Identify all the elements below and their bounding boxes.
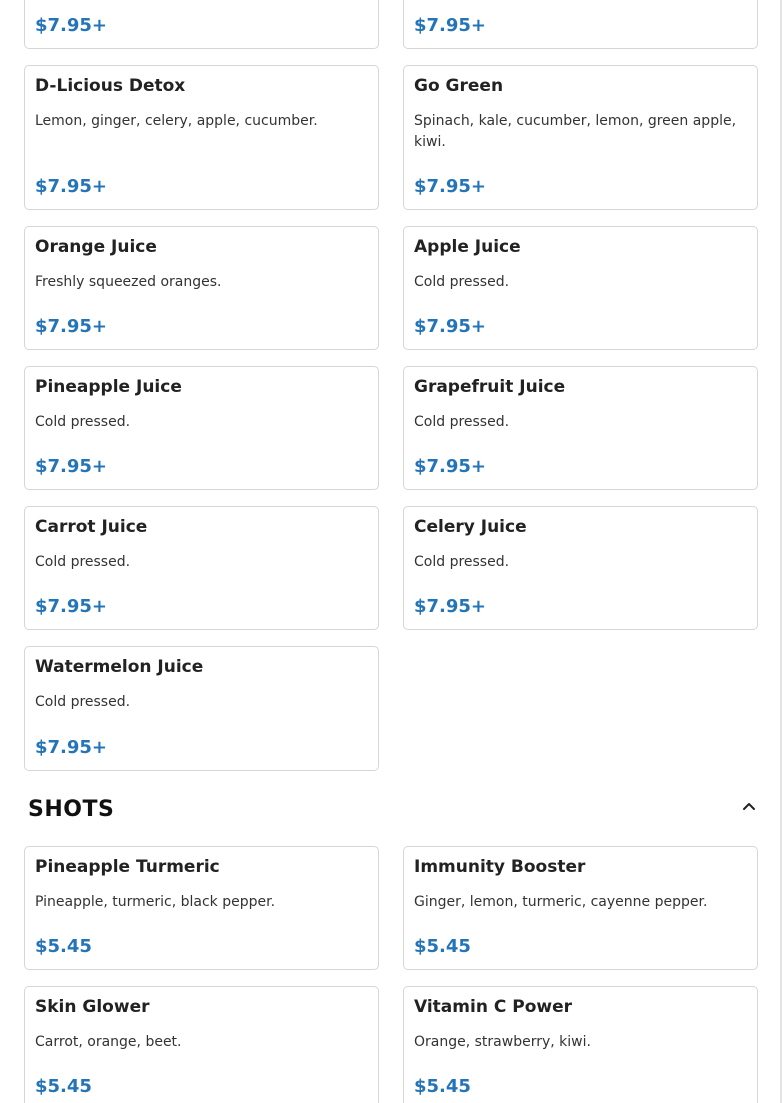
menu-item-card[interactable]: [403, 846, 758, 970]
item-name: Go Green: [414, 76, 504, 96]
item-price: $7.95+: [35, 316, 108, 337]
item-price: $7.95+: [414, 176, 487, 197]
item-description: Cold pressed.: [414, 274, 510, 290]
item-price: $7.95+: [35, 456, 108, 477]
item-price: $5.45: [414, 1076, 471, 1097]
item-name: D-Licious Detox: [35, 76, 186, 96]
menu-item-card[interactable]: [403, 366, 758, 490]
item-price: $7.95+: [414, 456, 487, 477]
item-price: $5.45: [35, 936, 92, 957]
item-description: Cold pressed.: [414, 414, 510, 430]
item-price: $5.45: [35, 1076, 92, 1097]
item-name: Grapefruit Juice: [414, 377, 566, 397]
item-price: $7.95+: [414, 596, 487, 617]
item-name: Watermelon Juice: [35, 657, 204, 677]
item-name: Celery Juice: [414, 517, 527, 537]
item-description: Pineapple, turmeric, black pepper.: [35, 894, 276, 910]
item-description: Spinach, kale, cucumber, lemon, green apple, kiwi.: [414, 113, 737, 150]
item-name: Pineapple Turmeric: [35, 857, 220, 877]
item-name: Pineapple Juice: [35, 377, 182, 397]
item-name: Immunity Booster: [414, 857, 586, 877]
menu-item-card[interactable]: [24, 646, 379, 771]
item-price: $5.45: [414, 936, 471, 957]
item-price: $7.95+: [414, 316, 487, 337]
item-name: Apple Juice: [414, 237, 521, 257]
menu-item-card[interactable]: [403, 226, 758, 350]
item-name: Vitamin C Power: [414, 997, 572, 1017]
chevron-up-icon: [742, 801, 756, 811]
item-description: Cold pressed.: [35, 554, 131, 570]
menu-item-card[interactable]: [24, 986, 379, 1103]
item-description: Ginger, lemon, turmeric, cayenne pepper.: [414, 894, 708, 910]
item-description: Freshly squeezed oranges.: [35, 274, 222, 290]
menu-item-card[interactable]: [24, 846, 379, 970]
menu-item-card[interactable]: [24, 226, 379, 350]
item-price: $7.95+: [35, 176, 108, 197]
menu-item-card[interactable]: [403, 65, 758, 210]
menu-item-card[interactable]: [24, 0, 379, 49]
collapse-section-button[interactable]: [738, 795, 760, 817]
menu-item-card[interactable]: [403, 986, 758, 1103]
menu-item-card[interactable]: [403, 506, 758, 630]
menu-item-card[interactable]: [403, 0, 758, 49]
item-price: $7.95+: [35, 596, 108, 617]
menu-item-card[interactable]: [24, 366, 379, 490]
item-price: $7.95+: [414, 15, 487, 36]
item-description: Cold pressed.: [35, 694, 131, 710]
item-price: $7.95+: [35, 737, 108, 758]
item-name: Carrot Juice: [35, 517, 148, 537]
item-name: Orange Juice: [35, 237, 157, 257]
item-description: Cold pressed.: [414, 554, 510, 570]
item-description: Orange, strawberry, kiwi.: [414, 1034, 591, 1050]
item-description: Carrot, orange, beet.: [35, 1034, 182, 1050]
item-price: $7.95+: [35, 15, 108, 36]
item-name: Skin Glower: [35, 997, 150, 1017]
section-title-shots: SHOTS: [28, 797, 115, 822]
item-description: Lemon, ginger, celery, apple, cucumber.: [35, 113, 318, 129]
menu-item-card[interactable]: [24, 506, 379, 630]
menu-item-card[interactable]: [24, 65, 379, 210]
item-description: Cold pressed.: [35, 414, 131, 430]
